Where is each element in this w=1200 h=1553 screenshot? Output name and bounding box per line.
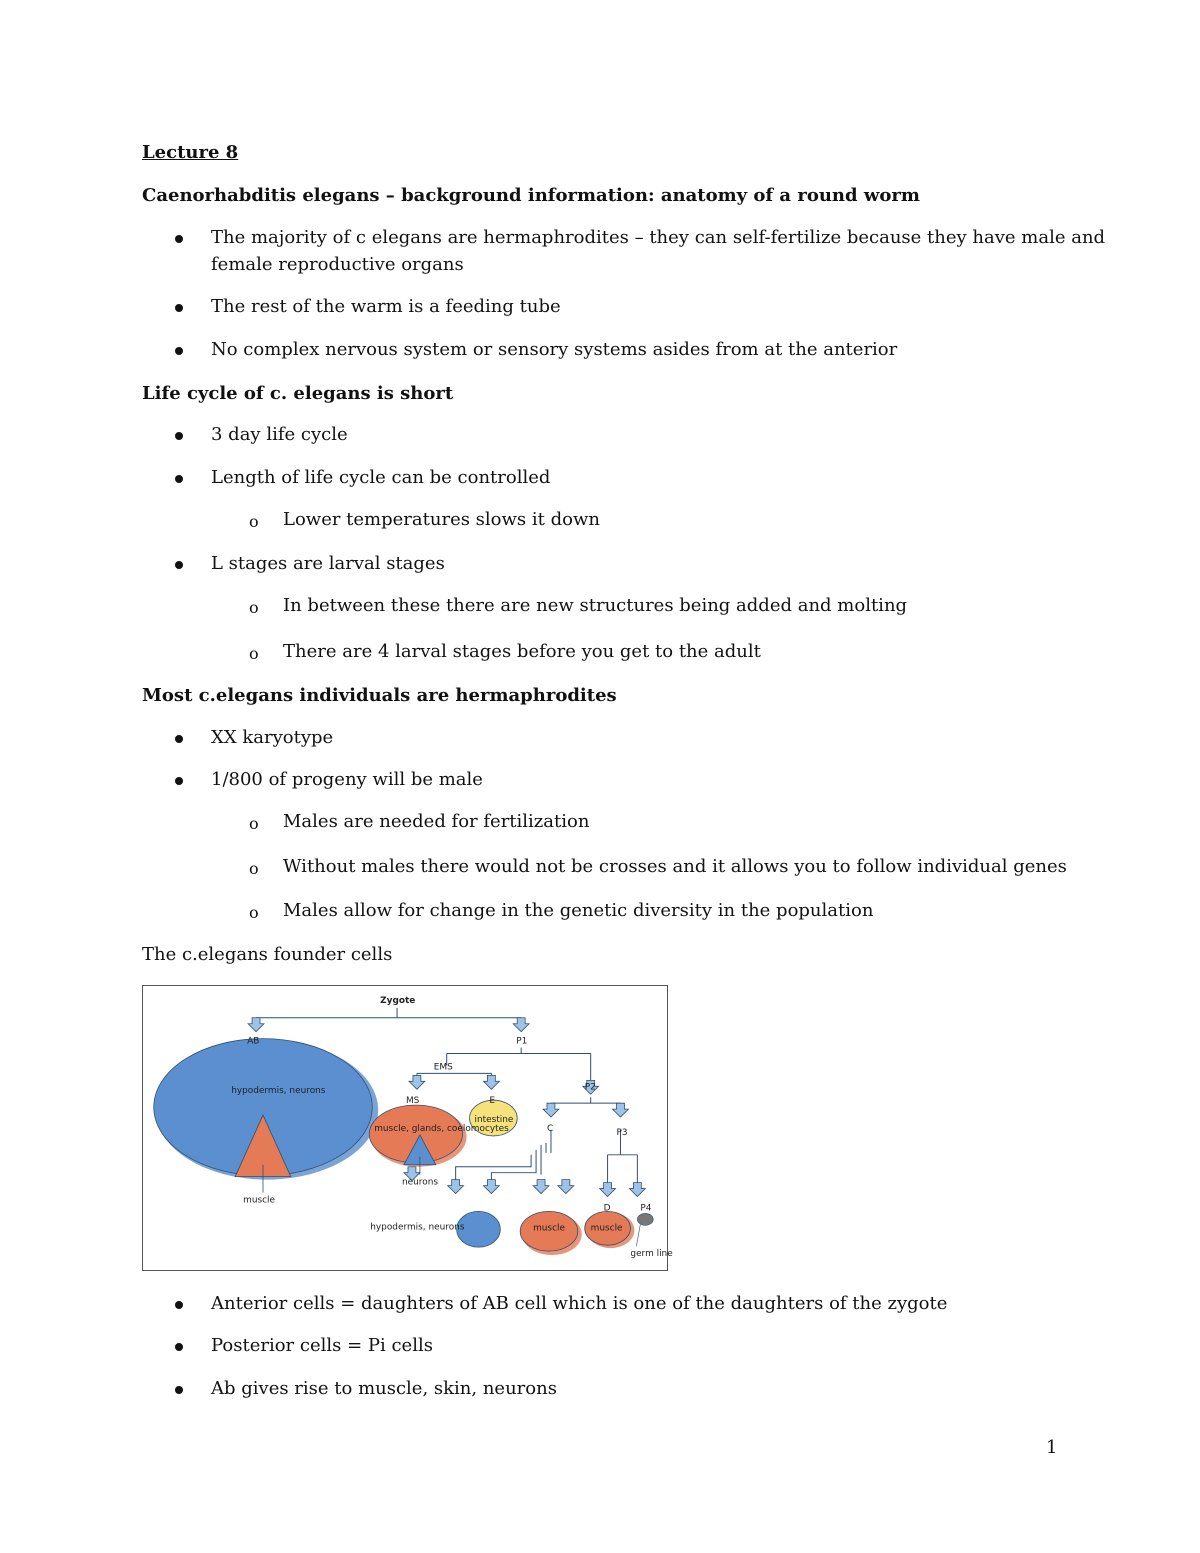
label-p2: P2 (584, 1082, 596, 1093)
arrow-icon (558, 1180, 574, 1194)
sub-bullet-marker: o (249, 644, 259, 663)
bullet-text: The majority of c elegans are hermaphrodites – they can self-fertilize because they have male and (211, 227, 1106, 248)
bullet-text: Posterior cells = Pi cells (211, 1335, 433, 1356)
bullet-dot (175, 304, 183, 312)
arrow-icon (448, 1180, 464, 1194)
sub-bullet-text: Males are needed for fertilization (283, 811, 590, 832)
label-p1: P1 (516, 1036, 528, 1047)
sub-bullet-marker: o (249, 512, 259, 531)
page-number: 1 (1046, 1437, 1058, 1458)
bullet-dot (175, 1386, 183, 1394)
bullet-text: Anterior cells = daughters of AB cell which is one of the daughters of the zygote (211, 1293, 948, 1314)
label-ems: EMS (433, 1062, 453, 1073)
label-ab-fate: hypodermis, neurons (231, 1086, 326, 1097)
arrow-icon (629, 1183, 645, 1197)
label-ms-neurons: neurons (402, 1177, 439, 1188)
label-p3: P3 (616, 1127, 628, 1138)
label-e: E (489, 1096, 496, 1107)
label-p4: P4 (640, 1203, 652, 1214)
bullet-dot (175, 235, 183, 243)
sub-bullet-text: There are 4 larval stages before you get to the adult (283, 641, 761, 662)
section-heading-hermaphrodites: Most c.elegans individuals are hermaphrodites (142, 685, 617, 706)
sub-bullet-text: Without males there would not be crosses and it allows you to follow individual genes (283, 856, 1067, 877)
label-c-muscle: muscle (533, 1223, 565, 1234)
bullet-dot (175, 432, 183, 440)
page-title: Lecture 8 (142, 142, 239, 163)
bullet-text: 1/800 of progeny will be male (211, 769, 483, 790)
lineage-svg (143, 986, 673, 1270)
sub-bullet-marker: o (249, 598, 259, 617)
sub-bullet-marker: o (249, 814, 259, 833)
bullet-dot (175, 735, 183, 743)
label-ab: AB (247, 1036, 260, 1047)
bullet-dot (175, 1343, 183, 1351)
bullet-text: Length of life cycle can be controlled (211, 467, 551, 488)
bullet-dot (175, 1301, 183, 1309)
label-ab-muscle: muscle (243, 1195, 276, 1206)
bullet-dot (175, 777, 183, 785)
label-ms-fate: muscle, glands, coelomocytes (374, 1123, 509, 1134)
sub-bullet-text: Lower temperatures slows it down (283, 509, 600, 530)
arrow-icon (533, 1180, 549, 1194)
arrow-icon (600, 1183, 616, 1197)
label-d-muscle: muscle (590, 1223, 623, 1234)
label-c-hypodermis: hypodermis, neurons (370, 1222, 465, 1233)
label-ms: MS (405, 1096, 420, 1107)
label-c: C (547, 1123, 554, 1134)
label-germ-line: germ line (630, 1249, 673, 1260)
sub-bullet-marker: o (249, 859, 259, 878)
bullet-text: No complex nervous system or sensory systems asides from at the anterior (211, 339, 898, 360)
arrow-icon (483, 1075, 499, 1089)
bullet-text: L stages are larval stages (211, 553, 445, 574)
bullet-dot (175, 347, 183, 355)
label-zygote: Zygote (380, 995, 416, 1006)
bullet-text: XX karyotype (211, 727, 334, 748)
arrow-icon (248, 1018, 264, 1032)
section-heading-anatomy: Caenorhabditis elegans – background information: anatomy of a round worm (142, 185, 920, 206)
label-d: D (603, 1203, 611, 1214)
section-heading-life-cycle: Life cycle of c. elegans is short (142, 383, 454, 404)
p4-germ-cell (637, 1213, 653, 1225)
founder-cells-diagram (142, 985, 673, 1271)
bullet-text: 3 day life cycle (211, 424, 348, 445)
sub-bullet-text: In between these there are new structures being added and molting (283, 595, 908, 616)
bullet-text: The rest of the warm is a feeding tube (211, 296, 561, 317)
arrow-icon (513, 1018, 529, 1032)
bullet-text-continued: female reproductive organs (211, 254, 464, 275)
arrow-icon (483, 1180, 499, 1194)
arrow-icon (409, 1075, 425, 1089)
sub-bullet-text: Males allow for change in the genetic diversity in the population (283, 900, 874, 921)
bullet-text: Ab gives rise to muscle, skin, neurons (211, 1378, 557, 1399)
arrow-icon (613, 1103, 629, 1117)
arrow-icon (543, 1103, 559, 1117)
bullet-dot (175, 475, 183, 483)
label-e-fate: intestine (474, 1115, 514, 1126)
figure-caption: The c.elegans founder cells (142, 944, 393, 965)
bullet-dot (175, 561, 183, 569)
sub-bullet-marker: o (249, 903, 259, 922)
